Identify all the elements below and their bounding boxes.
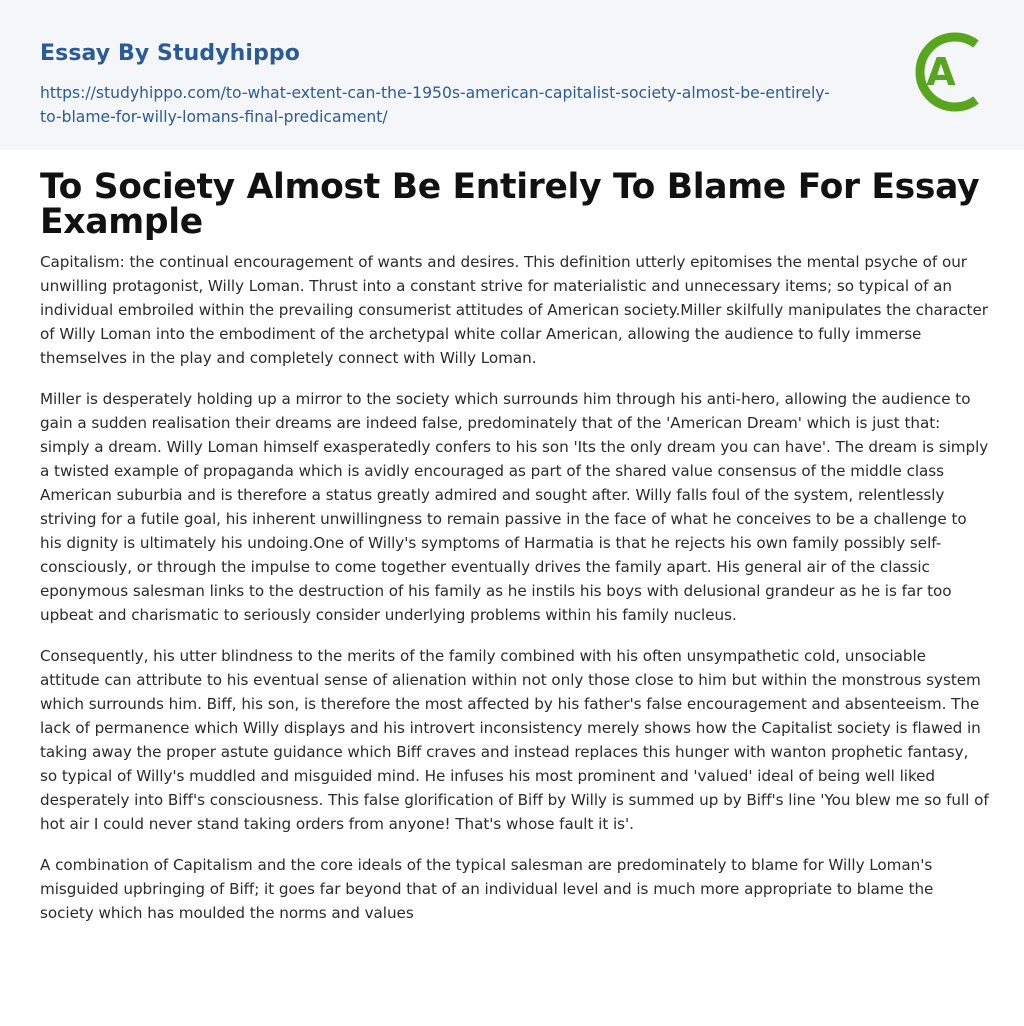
logo-letter: A [926,50,956,94]
site-brand[interactable]: Essay By Studyhippo [40,41,300,66]
page-header [0,0,1024,150]
essay-paragraph: Consequently, his utter blindness to the merits of the family combined with his often unsympathetic cold, unsociable attitude can attribute to his eventual sense of alienation within not only those close to him but within the monstrous system which surrounds him. Biff, his son, is therefore the most affected by his father's false encouragement and absenteeism. The lack of permanence which Willy displays and his introvert inconsistency merely shows how the Capitalist society is flawed in taking away the proper astute guidance which Biff craves and instead replaces this hunger with wanton prophetic fantasy, so typical of Willy's muddled and misguided mind. He infuses his most prominent and 'valued' ideal of being well liked desperately into Biff's consciousness. This false glorification of Biff by Willy is summed up by Biff's line 'You blew me so full of hot air I could never stand taking orders from anyone! That's whose fault it is'. [40,647,989,833]
page-title: To Society Almost Be Entirely To Blame For Essay Example [40,167,980,242]
essay-paragraph: A combination of Capitalism and the core ideals of the typical salesman are predominately to blame for Willy Loman's misguided upbringing of Biff; it goes far beyond that of an individual level and is much more appropriate to blame the society which has moulded the norms and values [40,856,934,922]
source-url-link[interactable]: https://studyhippo.com/to-what-extent-can-the-1950s-american-capitalist-society-almost-be-entirely-to-blame-for-willy-lomans-final-predicament/ [40,84,830,126]
essay-paragraph: Miller is desperately holding up a mirror to the society which surrounds him through his anti-hero, allowing the audience to gain a sudden realisation their dreams are indeed false, predominately that of the 'American Dream' which is just that: simply a dream. Willy Loman himself exasperatedly confers to his son 'Its the only dream you can have'. The dream is simply a twisted example of propaganda which is avidly encouraged as part of the shared value consensus of the middle class American suburbia and is therefore a status greatly admired and sought after. Willy falls foul of the system, relentlessly striving for a futile goal, his inherent unwillingness to remain passive in the face of what he conceives to be a challenge to his dignity is ultimately his undoing.One of Willy's symptoms of Harmatia is that he rejects his own family possibly self-consciously, or through the impulse to come together eventually drives the family apart. His general air of the classic eponymous salesman links to the destruction of his family as he instils his boys with delusional grandeur as he is far too upbeat and charismatic to seriously consider underlying problems within his family nucleus. [40,390,989,624]
studyhippo-logo-icon[interactable] [908,27,990,117]
essay-body [40,250,990,942]
essay-paragraph: Capitalism: the continual encouragement of wants and desires. This definition utterly epitomises the mental psyche of our unwilling protagonist, Willy Loman. Thrust into a constant strive for materialistic and unnecessary items; so typical of an individual embroiled within the prevailing consumerist attitudes of American society.Miller skilfully manipulates the character of Willy Loman into the embodiment of the archetypal white collar American, allowing the audience to fully immerse themselves in the play and completely connect with Willy Loman. [40,253,988,367]
